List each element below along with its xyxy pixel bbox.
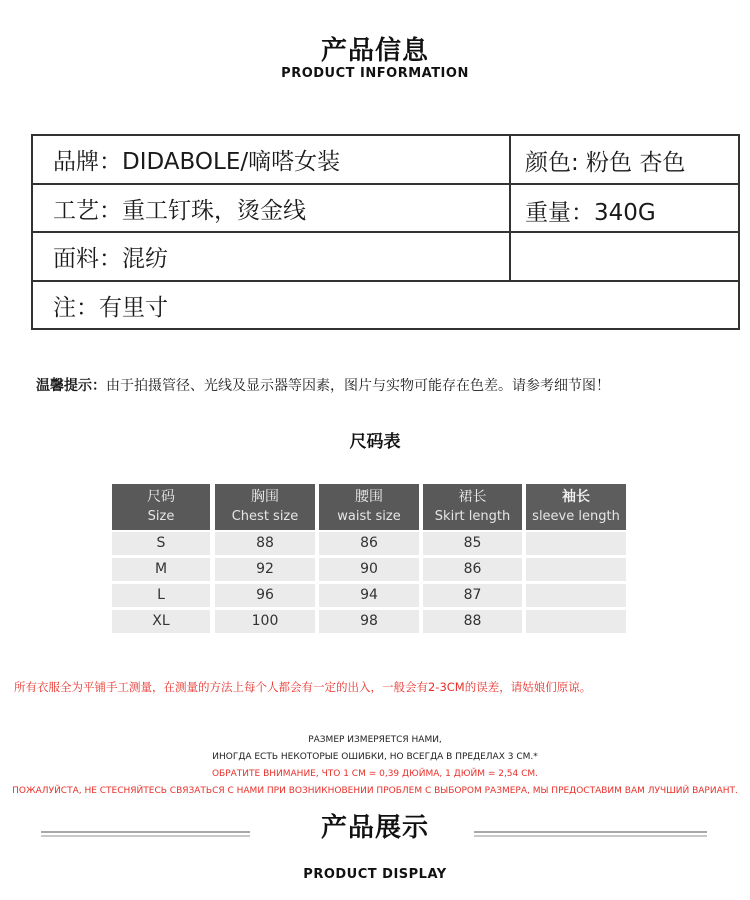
fabric-cell [33,233,509,280]
skirt-header-zh: 裙长 [458,489,487,505]
brand-cell [33,136,509,183]
craft-cell [33,185,509,231]
color-text: 颜色: 粉色 杏色 [525,150,686,176]
sleeve-header [526,484,626,530]
sleeve-cell [526,584,626,607]
tip-text: 由于拍摄管径、光线及显示器等因素，图片与实物可能存在色差。请参考细节图！ [106,378,610,394]
skirt-cell: 87 [423,584,522,607]
waist-header [319,484,419,530]
size-cell: M [112,558,210,581]
chest-cell: 96 [215,584,315,607]
sleeve-header-zh: 袖长 [562,489,590,505]
tip-label: 温馨提示： [36,378,106,394]
size-cell: XL [112,610,210,633]
size-chart [112,484,626,635]
sleeve-cell [526,558,626,581]
chest-header [215,484,315,530]
skirt-cell: 85 [423,532,522,555]
sleeve-header-en: sleeve length [532,509,620,524]
note-text: 注：有里寸 [53,294,168,321]
size-header-zh: 尺码 [147,489,175,505]
size-cell: L [112,584,210,607]
skirt-header [423,484,522,530]
chest-cell: 88 [215,532,315,555]
russian-note-3: ОБРАТИТЕ ВНИМАНИЕ, ЧТО 1 СМ = 0,39 ДЮЙМА, 1 ДЮЙМ = 2,54 СМ. [211,769,539,779]
chest-cell: 92 [215,558,315,581]
chest-header-zh: 胸围 [251,489,279,505]
size-header [112,484,210,530]
product-info-table [31,134,740,330]
color-tip [36,375,610,395]
sleeve-cell [526,532,626,555]
fabric-text: 面料：混纺 [53,246,168,272]
russian-note-2: ИНОГДА ЕСТЬ НЕКОТОРЫЕ ОШИБКИ, НО ВСЕГДА В ПРЕДЕЛАХ 3 СМ.* [212,752,538,762]
waist-header-zh: 腰围 [355,489,383,505]
skirt-header-en: Skirt length [434,509,511,524]
skirt-cell: 86 [423,558,522,581]
color-cell [511,136,738,185]
product-display-title: 产品展示 [320,813,429,843]
waist-cell: 86 [319,532,419,555]
waist-cell: 94 [319,584,419,607]
size-cell: S [112,532,210,555]
sleeve-cell [526,610,626,633]
russian-note-1: РАЗМЕР ИЗМЕРЯЕТСЯ НАМИ, [308,735,442,745]
brand-text: 品牌：DIDABOLE/嘀嗒女装 [53,149,341,175]
measurement-note: 所有衣服全为平铺手工测量，在测量的方法上每个人都会有一定的出入，一般会有2-3CM的误差，请姑娘们原谅。 [14,680,592,694]
weight-cell [511,187,738,233]
waist-header-en: waist size [337,509,401,524]
product-info-title: 产品信息 [320,36,429,66]
russian-note-4: ПОЖАЛУЙСТА, НЕ СТЕСНЯЙТЕСЬ СВЯЗАТЬСЯ С НАМИ ПРИ ВОЗНИКНОВЕНИИ ПРОБЛЕМ С ВЫБОРОМ РАЗМЕРА, МЫ ПРЕДОСТАВИМ ВАМ ЛУЧШИЙ ВАРИАНТ. [12,786,738,796]
note-cell [33,282,738,328]
skirt-cell: 88 [423,610,522,633]
waist-cell: 90 [319,558,419,581]
size-header-en: Size [147,509,175,524]
waist-cell: 98 [319,610,419,633]
craft-text: 工艺：重工钉珠，烫金线 [53,197,306,224]
product-info-subtitle: PRODUCT INFORMATION [281,66,469,81]
product-display-subtitle: PRODUCT DISPLAY [303,867,447,882]
size-chart-title: 尺码表 [349,432,401,452]
chest-cell: 100 [215,610,315,633]
chest-header-en: Chest size [231,509,299,524]
weight-text: 重量：340G [525,199,656,226]
